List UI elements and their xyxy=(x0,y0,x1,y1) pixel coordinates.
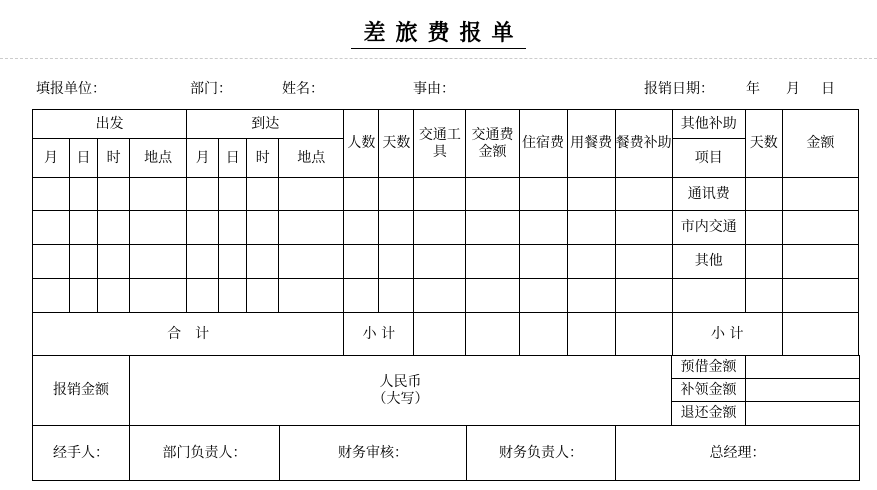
meal-header: 用餐费 xyxy=(567,110,615,178)
amount-header: 金额 xyxy=(782,110,858,178)
cell[interactable] xyxy=(379,211,414,245)
cell[interactable] xyxy=(745,211,782,245)
other-allowance-header: 其他补助 xyxy=(672,110,745,139)
cell[interactable] xyxy=(379,178,414,211)
item-header: 项目 xyxy=(672,139,745,178)
cell[interactable] xyxy=(519,279,567,313)
cell[interactable] xyxy=(279,245,344,279)
settlement-table xyxy=(32,355,860,426)
cell[interactable] xyxy=(70,178,98,211)
supplement-label: 补领金额 xyxy=(672,379,746,402)
cell[interactable] xyxy=(414,211,466,245)
cell[interactable] xyxy=(615,245,672,279)
meal-allowance-header: 餐费补助 xyxy=(615,110,672,178)
cell[interactable] xyxy=(615,313,672,356)
cell[interactable] xyxy=(219,279,247,313)
cell[interactable] xyxy=(130,279,187,313)
cell[interactable] xyxy=(247,178,279,211)
uppercase-label: （大写） xyxy=(372,390,429,407)
cell[interactable] xyxy=(70,279,98,313)
cell[interactable] xyxy=(414,178,466,211)
cell[interactable] xyxy=(98,245,130,279)
cell[interactable] xyxy=(615,279,672,313)
handler-field[interactable]: 经手人： xyxy=(33,426,130,481)
cell[interactable] xyxy=(33,211,70,245)
arrive-month: 月 xyxy=(187,139,219,178)
cell[interactable] xyxy=(567,279,615,313)
total-row xyxy=(33,313,859,356)
cell[interactable] xyxy=(466,178,519,211)
day-label: 日 xyxy=(821,81,835,97)
lodging-header: 住宿费 xyxy=(519,110,567,178)
cell[interactable] xyxy=(279,211,344,245)
trip-table xyxy=(32,109,859,356)
settlement-label: 报销金额 xyxy=(33,356,130,426)
table-row xyxy=(33,279,859,313)
other-item-local-transport: 市内交通 xyxy=(672,211,745,245)
table-row xyxy=(33,178,859,211)
depart-place: 地点 xyxy=(130,139,187,178)
cell[interactable] xyxy=(219,245,247,279)
date-label: 报销日期： xyxy=(644,81,714,97)
cell[interactable] xyxy=(70,211,98,245)
audit-field[interactable]: 财务审核： xyxy=(280,426,467,481)
cell[interactable] xyxy=(414,245,466,279)
cell[interactable] xyxy=(219,211,247,245)
cell[interactable] xyxy=(466,245,519,279)
form-title-wrap xyxy=(0,16,877,47)
name-label: 姓名： xyxy=(282,81,324,97)
cell[interactable] xyxy=(615,211,672,245)
days-header: 天数 xyxy=(379,110,414,178)
arrive-place: 地点 xyxy=(279,139,344,178)
cell[interactable] xyxy=(219,178,247,211)
cell[interactable] xyxy=(414,313,466,356)
cell[interactable] xyxy=(344,279,379,313)
dept-head-field[interactable]: 部门负责人： xyxy=(130,426,280,481)
depart-day: 日 xyxy=(70,139,98,178)
cell[interactable] xyxy=(745,279,782,313)
cell[interactable] xyxy=(247,211,279,245)
reason-label: 事由： xyxy=(413,81,455,97)
cell[interactable] xyxy=(782,279,858,313)
cell[interactable] xyxy=(672,279,745,313)
depart-header: 出发 xyxy=(33,110,187,139)
cell[interactable] xyxy=(782,245,858,279)
cell[interactable] xyxy=(567,178,615,211)
cell[interactable] xyxy=(414,279,466,313)
cell[interactable] xyxy=(344,178,379,211)
other-item-other: 其他 xyxy=(672,245,745,279)
unit-label: 填报单位： xyxy=(36,81,106,97)
cell[interactable] xyxy=(519,211,567,245)
rmb-field[interactable] xyxy=(130,356,672,426)
cell[interactable] xyxy=(98,211,130,245)
cell[interactable] xyxy=(344,245,379,279)
depart-month: 月 xyxy=(33,139,70,178)
cell[interactable] xyxy=(519,178,567,211)
people-header: 人数 xyxy=(344,110,379,178)
cell[interactable] xyxy=(187,178,219,211)
depart-hour: 时 xyxy=(98,139,130,178)
advance-value[interactable] xyxy=(746,356,860,379)
cell[interactable] xyxy=(466,279,519,313)
cell[interactable] xyxy=(279,178,344,211)
cell[interactable] xyxy=(279,279,344,313)
cell[interactable] xyxy=(745,178,782,211)
cell[interactable] xyxy=(782,313,858,356)
cell[interactable] xyxy=(187,211,219,245)
gm-field[interactable]: 总经理： xyxy=(616,426,860,481)
cell[interactable] xyxy=(70,245,98,279)
cell[interactable] xyxy=(33,178,70,211)
month-label: 月 xyxy=(786,81,800,97)
cell[interactable] xyxy=(466,313,519,356)
refund-value[interactable] xyxy=(746,402,860,426)
arrive-header: 到达 xyxy=(187,110,344,139)
supplement-value[interactable] xyxy=(746,379,860,402)
cell[interactable] xyxy=(247,279,279,313)
cell[interactable] xyxy=(33,245,70,279)
cell[interactable] xyxy=(130,245,187,279)
cell[interactable] xyxy=(782,178,858,211)
cell[interactable] xyxy=(567,211,615,245)
advance-label: 预借金额 xyxy=(672,356,746,379)
cell[interactable] xyxy=(247,245,279,279)
cell[interactable] xyxy=(130,178,187,211)
cell[interactable] xyxy=(98,178,130,211)
form-title: 差旅费报单 xyxy=(351,21,525,49)
subtotal-label: 小 计 xyxy=(344,313,414,356)
cell[interactable] xyxy=(130,211,187,245)
cell[interactable] xyxy=(379,245,414,279)
cell[interactable] xyxy=(567,245,615,279)
table-row xyxy=(33,245,859,279)
table-row xyxy=(33,211,859,245)
arrive-day: 日 xyxy=(219,139,247,178)
cell[interactable] xyxy=(519,245,567,279)
cell[interactable] xyxy=(745,245,782,279)
cell[interactable] xyxy=(98,279,130,313)
dept-label: 部门： xyxy=(190,81,232,97)
cell[interactable] xyxy=(782,211,858,245)
other-item-comm: 通讯费 xyxy=(672,178,745,211)
cell[interactable] xyxy=(615,178,672,211)
transport-tool-header: 交通工具 xyxy=(414,110,466,178)
signature-table xyxy=(32,425,860,481)
cell[interactable] xyxy=(567,313,615,356)
year-label: 年 xyxy=(746,81,760,97)
finance-head-field[interactable]: 财务负责人： xyxy=(467,426,616,481)
cell[interactable] xyxy=(187,245,219,279)
cell[interactable] xyxy=(187,279,219,313)
cell[interactable] xyxy=(33,279,70,313)
cell[interactable] xyxy=(519,313,567,356)
cell[interactable] xyxy=(379,279,414,313)
days2-header: 天数 xyxy=(745,110,782,178)
cell[interactable] xyxy=(344,211,379,245)
top-divider xyxy=(0,58,877,59)
total-label: 合 计 xyxy=(33,313,344,356)
refund-label: 退还金额 xyxy=(672,402,746,426)
transport-fee-header: 交通费金额 xyxy=(466,110,519,178)
subtotal2-label: 小 计 xyxy=(672,313,782,356)
cell[interactable] xyxy=(466,211,519,245)
rmb-label: 人民币 xyxy=(379,373,422,390)
arrive-hour: 时 xyxy=(247,139,279,178)
